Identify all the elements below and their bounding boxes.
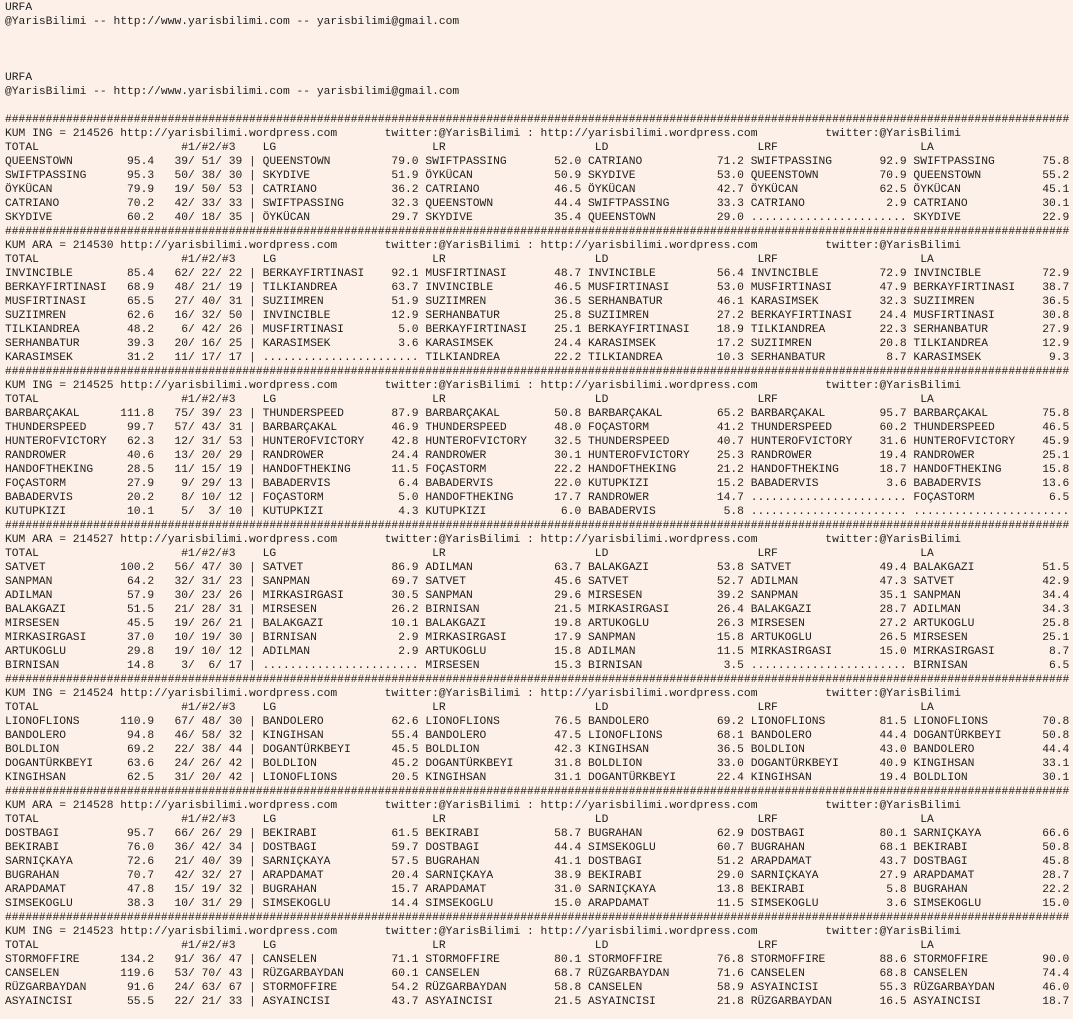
table-row: ARTUKOGLU 29.8 19/ 10/ 12 | ADILMAN 2.9 ARTUKOGLU 15.8 ADILMAN 11.5 MIRKASIRGASI 15.0 MIRKASIRGASI 8.7 [5,646,1070,658]
table-row: ASYAINCISI 55.5 22/ 21/ 33 | ASYAINCISI 43.7 ASYAINCISI 21.5 ASYAINCISI 21.8 RÜZGARBAYDAN 16.5 ASYAINCISI 18.7 [5,996,1070,1008]
table-row: QUEENSTOWN 95.4 39/ 51/ 39 | QUEENSTOWN 79.0 SWIFTPASSING 52.0 CATRIANO 71.2 SWIFTPASSING 92.9 SWIFTPASSING 75.8 [5,156,1070,168]
table-row: BERKAYFIRTINASI 68.9 48/ 21/ 19 | TILKIANDREA 63.7 INVINCIBLE 46.5 MUSFIRTINASI 53.0 MUSFIRTINASI 47.9 BERKAYFIRTINASI 38.7 [5,282,1070,294]
blank-line [5,99,1073,113]
location-line: URFA [5,2,33,14]
table-row: CANSELEN 119.6 53/ 70/ 43 | RÜZGARBAYDAN 60.1 CANSELEN 68.7 RÜZGARBAYDAN 71.6 CANSELEN 68.8 CANSELEN 74.4 [5,968,1070,980]
table-row: BARBARÇAKAL 111.8 75/ 39/ 23 | THUNDERSPEED 87.9 BARBARÇAKAL 50.8 BARBARÇAKAL 65.2 BARBARÇAKAL 95.7 BARBARÇAKAL 75.8 [5,408,1070,420]
table-row: THUNDERSPEED 99.7 57/ 43/ 31 | BARBARÇAKAL 46.9 THUNDERSPEED 48.0 FOÇASTORM 41.2 THUNDERSPEED 60.2 THUNDERSPEED 46.5 [5,422,1070,434]
table-row: SIMSEKOGLU 38.3 10/ 31/ 29 | SIMSEKOGLU 14.4 SIMSEKOGLU 15.0 ARAPDAMAT 11.5 SIMSEKOGLU 3.6 SIMSEKOGLU 15.0 [5,898,1070,910]
table-row: KARASIMSEK 31.2 11/ 17/ 17 | ....................... TILKIANDREA 22.2 TILKIANDREA 10.3 SERHANBATUR 8.7 KARASIMSEK 9.3 [5,352,1070,364]
table-row: KINGIHSAN 62.5 31/ 20/ 42 | LIONOFLIONS 20.5 KINGIHSAN 31.1 DOGANTÜRKBEYI 22.4 KINGIHSAN 19.4 BOLDLION 30.1 [5,772,1070,784]
table-row: KUTUPKIZI 10.1 5/ 3/ 10 | KUTUPKIZI 4.3 KUTUPKIZI 6.0 BABADERVIS 5.8 ....................... ....................... [5,506,1070,518]
table-row: HANDOFTHEKING 28.5 11/ 15/ 19 | HANDOFTHEKING 11.5 FOÇASTORM 22.2 HANDOFTHEKING 21.2 HANDOFTHEKING 18.7 HANDOFTHEKING 15.8 [5,464,1070,476]
table-row: BEKIRABI 76.0 36/ 42/ 34 | DOSTBAGI 59.7 DOSTBAGI 44.4 SIMSEKOGLU 60.7 BUGRAHAN 68.1 BEKIRABI 50.8 [5,842,1070,854]
table-row: SWIFTPASSING 95.3 50/ 38/ 30 | SKYDIVE 51.9 ÖYKÜCAN 50.9 SKYDIVE 53.0 QUEENSTOWN 70.9 QUEENSTOWN 55.2 [5,170,1070,182]
table-row: CATRIANO 70.2 42/ 33/ 33 | SWIFTPASSING 32.3 QUEENSTOWN 44.4 SWIFTPASSING 33.3 CATRIANO 2.9 CATRIANO 30.1 [5,198,1070,210]
table-row: SATVET 100.2 56/ 47/ 30 | SATVET 86.9 ADILMAN 63.7 BALAKGAZI 53.8 SATVET 49.4 BALAKGAZI 51.5 [5,562,1070,574]
hash-divider: ############################################################################################################################################################# [5,786,1070,798]
table-row: SARNIÇKAYA 72.6 21/ 40/ 39 | SARNIÇKAYA 57.5 BUGRAHAN 41.1 DOSTBAGI 51.2 ARAPDAMAT 43.7 DOSTBAGI 45.8 [5,856,1070,868]
hash-divider: ############################################################################################################################################################# [5,912,1070,924]
hash-divider: ############################################################################################################################################################# [5,226,1070,238]
column-header-line: TOTAL #1/#2/#3 LG LR LD LRF LA [5,940,934,952]
section-title-line: KUM ING = 214525 http://yarisbilimi.wordpress.com twitter:@YarisBilimi : http://yarisbilimi.wordpress.com twitter:@YarisBilimi [5,380,961,392]
section-title-line: KUM ARA = 214528 http://yarisbilimi.wordpress.com twitter:@YarisBilimi : http://yarisbilimi.wordpress.com twitter:@YarisBilimi [5,800,961,812]
contact-line: @YarisBilimi -- http://www.yarisbilimi.com -- yarisbilimi@gmail.com [5,16,460,28]
column-header-line: TOTAL #1/#2/#3 LG LR LD LRF LA [5,394,934,406]
table-row: STORMOFFIRE 134.2 91/ 36/ 47 | CANSELEN 71.1 STORMOFFIRE 80.1 STORMOFFIRE 76.8 STORMOFFIRE 88.6 STORMOFFIRE 90.0 [5,954,1070,966]
table-row: BABADERVIS 20.2 8/ 10/ 12 | FOÇASTORM 5.0 HANDOFTHEKING 17.7 RANDROWER 14.7 ....................... FOÇASTORM 6.5 [5,492,1070,504]
blank-line [5,29,1073,43]
hash-divider: ############################################################################################################################################################# [5,520,1070,532]
table-row: BUGRAHAN 70.7 42/ 32/ 27 | ARAPDAMAT 20.4 SARNIÇKAYA 38.9 BEKIRABI 29.0 SARNIÇKAYA 27.9 ARAPDAMAT 28.7 [5,870,1070,882]
table-row: MIRKASIRGASI 37.0 10/ 19/ 30 | BIRNISAN 2.9 MIRKASIRGASI 17.9 SANPMAN 15.8 ARTUKOGLU 26.5 MIRSESEN 25.1 [5,632,1070,644]
table-row: BANDOLERO 94.8 46/ 58/ 32 | KINGIHSAN 55.4 BANDOLERO 47.5 LIONOFLIONS 68.1 BANDOLERO 44.4 DOGANTÜRKBEYI 50.8 [5,730,1070,742]
hash-divider: ############################################################################################################################################################# [5,366,1070,378]
table-row: RANDROWER 40.6 13/ 20/ 29 | RANDROWER 24.4 RANDROWER 30.1 HUNTEROFVICTORY 25.3 RANDROWER 19.4 RANDROWER 25.1 [5,450,1070,462]
column-header-line: TOTAL #1/#2/#3 LG LR LD LRF LA [5,548,934,560]
hash-divider: ############################################################################################################################################################# [5,114,1070,126]
blank-line [5,43,1073,57]
column-header-line: TOTAL #1/#2/#3 LG LR LD LRF LA [5,254,934,266]
table-row: SKYDIVE 60.2 40/ 18/ 35 | ÖYKÜCAN 29.7 SKYDIVE 35.4 QUEENSTOWN 29.0 ....................... SKYDIVE 22.9 [5,212,1070,224]
table-row: ADILMAN 57.9 30/ 23/ 26 | MIRKASIRGASI 30.5 SANPMAN 29.6 MIRSESEN 39.2 SANPMAN 35.1 SANPMAN 34.4 [5,590,1070,602]
column-header-line: TOTAL #1/#2/#3 LG LR LD LRF LA [5,814,934,826]
column-header-line: TOTAL #1/#2/#3 LG LR LD LRF LA [5,142,934,154]
table-row: FOÇASTORM 27.9 9/ 29/ 13 | BABADERVIS 6.4 BABADERVIS 22.0 KUTUPKIZI 15.2 BABADERVIS 3.6 BABADERVIS 13.6 [5,478,1070,490]
table-row: DOSTBAGI 95.7 66/ 26/ 29 | BEKIRABI 61.5 BEKIRABI 58.7 BUGRAHAN 62.9 DOSTBAGI 80.1 SARNIÇKAYA 66.6 [5,828,1070,840]
section-title-line: KUM ING = 214526 http://yarisbilimi.wordpress.com twitter:@YarisBilimi : http://yarisbilimi.wordpress.com twitter:@YarisBilimi [5,128,961,140]
table-row: BALAKGAZI 51.5 21/ 28/ 31 | MIRSESEN 26.2 BIRNISAN 21.5 MIRKASIRGASI 26.4 BALAKGAZI 28.7 ADILMAN 34.3 [5,604,1070,616]
column-header-line: TOTAL #1/#2/#3 LG LR LD LRF LA [5,702,934,714]
table-row: BOLDLION 69.2 22/ 38/ 44 | DOGANTÜRKBEYI 45.5 BOLDLION 42.3 KINGIHSAN 36.5 BOLDLION 43.0 BANDOLERO 44.4 [5,744,1070,756]
table-row: SERHANBATUR 39.3 20/ 16/ 25 | KARASIMSEK 3.6 KARASIMSEK 24.4 KARASIMSEK 17.2 SUZIIMREN 20.8 TILKIANDREA 12.9 [5,338,1070,350]
section-title-line: KUM ARA = 214530 http://yarisbilimi.wordpress.com twitter:@YarisBilimi : http://yarisbilimi.wordpress.com twitter:@YarisBilimi [5,240,961,252]
section-title-line: KUM ARA = 214527 http://yarisbilimi.wordpress.com twitter:@YarisBilimi : http://yarisbilimi.wordpress.com twitter:@YarisBilimi [5,534,961,546]
hash-divider: ############################################################################################################################################################# [5,674,1070,686]
table-row: MIRSESEN 45.5 19/ 26/ 21 | BALAKGAZI 10.1 BALAKGAZI 19.8 ARTUKOGLU 26.3 MIRSESEN 27.2 ARTUKOGLU 25.8 [5,618,1070,630]
blank-line [5,57,1073,71]
table-row: LIONOFLIONS 110.9 67/ 48/ 30 | BANDOLERO 62.6 LIONOFLIONS 76.5 BANDOLERO 69.2 LIONOFLIONS 81.5 LIONOFLIONS 70.8 [5,716,1070,728]
table-row: DOGANTÜRKBEYI 63.6 24/ 26/ 42 | BOLDLION 45.2 DOGANTÜRKBEYI 31.8 BOLDLION 33.0 DOGANTÜRKBEYI 40.9 KINGIHSAN 33.1 [5,758,1070,770]
table-row: HUNTEROFVICTORY 62.3 12/ 31/ 53 | HUNTEROFVICTORY 42.8 HUNTEROFVICTORY 32.5 THUNDERSPEED 40.7 HUNTEROFVICTORY 31.6 HUNTEROFVICTORY 45.9 [5,436,1070,448]
location-line: URFA [5,72,33,84]
section-title-line: KUM ING = 214523 http://yarisbilimi.wordpress.com twitter:@YarisBilimi : http://yarisbilimi.wordpress.com twitter:@YarisBilimi [5,926,961,938]
table-row: MUSFIRTINASI 65.5 27/ 40/ 31 | SUZIIMREN 51.9 SUZIIMREN 36.5 SERHANBATUR 46.1 KARASIMSEK 32.3 SUZIIMREN 36.5 [5,296,1070,308]
contact-line: @YarisBilimi -- http://www.yarisbilimi.com -- yarisbilimi@gmail.com [5,86,460,98]
table-row: RÜZGARBAYDAN 91.6 24/ 63/ 67 | STORMOFFIRE 54.2 RÜZGARBAYDAN 58.8 CANSELEN 58.9 ASYAINCISI 55.3 RÜZGARBAYDAN 46.0 [5,982,1070,994]
table-row: ÖYKÜCAN 79.9 19/ 50/ 53 | CATRIANO 36.2 CATRIANO 46.5 ÖYKÜCAN 42.7 ÖYKÜCAN 62.5 ÖYKÜCAN 45.1 [5,184,1070,196]
table-row: SUZIIMREN 62.6 16/ 32/ 50 | INVINCIBLE 12.9 SERHANBATUR 25.8 SUZIIMREN 27.2 BERKAYFIRTINASI 24.4 MUSFIRTINASI 30.8 [5,310,1070,322]
table-row: TILKIANDREA 48.2 6/ 42/ 26 | MUSFIRTINASI 5.0 BERKAYFIRTINASI 25.1 BERKAYFIRTINASI 18.9 TILKIANDREA 22.3 SERHANBATUR 27.9 [5,324,1070,336]
table-row: INVINCIBLE 85.4 62/ 22/ 22 | BERKAYFIRTINASI 92.1 MUSFIRTINASI 48.7 INVINCIBLE 56.4 INVINCIBLE 72.9 INVINCIBLE 72.9 [5,268,1070,280]
table-row: ARAPDAMAT 47.8 15/ 19/ 32 | BUGRAHAN 15.7 ARAPDAMAT 31.0 SARNIÇKAYA 13.8 BEKIRABI 5.8 BUGRAHAN 22.2 [5,884,1070,896]
table-row: BIRNISAN 14.8 3/ 6/ 17 | ....................... MIRSESEN 15.3 BIRNISAN 3.5 ....................... BIRNISAN 6.5 [5,660,1070,672]
section-title-line: KUM ING = 214524 http://yarisbilimi.wordpress.com twitter:@YarisBilimi : http://yarisbilimi.wordpress.com twitter:@YarisBilimi [5,688,961,700]
table-row: SANPMAN 64.2 32/ 31/ 23 | SANPMAN 69.7 SATVET 45.6 SATVET 52.7 ADILMAN 47.3 SATVET 42.9 [5,576,1070,588]
